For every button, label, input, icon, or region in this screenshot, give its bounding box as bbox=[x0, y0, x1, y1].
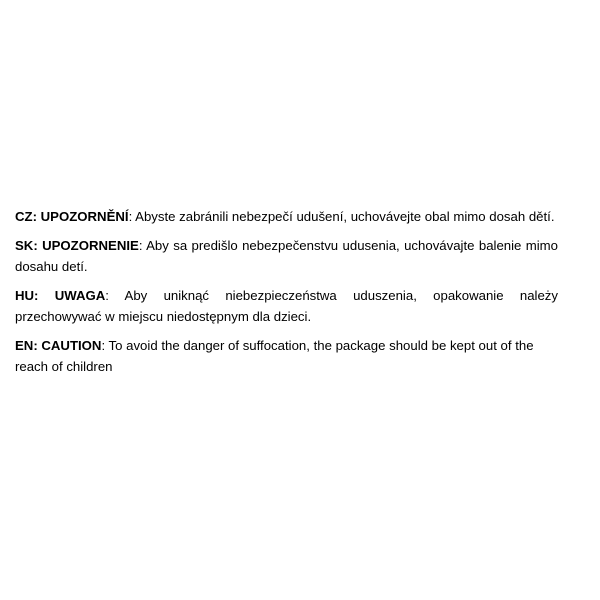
warning-sk bbox=[15, 235, 558, 277]
warning-label-sk: SK: UPOZORNENIE bbox=[15, 238, 139, 253]
warning-label-hu: HU: UWAGA bbox=[15, 288, 106, 303]
warning-label-en: EN: CAUTION bbox=[15, 338, 102, 353]
warning-text-block bbox=[15, 206, 558, 385]
warning-label-cz: CZ: UPOZORNĚNÍ bbox=[15, 209, 129, 224]
warning-text-sk: : Aby sa predišlo nebezpečenstvu udusenia, uchovávajte balenie mimo dosahu detí. bbox=[15, 238, 559, 274]
warning-text-cz: : Abyste zabránili nebezpečí udušení, uchovávejte obal mimo dosah dětí. bbox=[128, 209, 555, 224]
warning-en bbox=[15, 335, 558, 377]
warning-cz bbox=[15, 206, 558, 227]
warning-hu bbox=[15, 285, 558, 327]
warning-text-en: : To avoid the danger of suffocation, the package should be kept out of the reach of children bbox=[15, 338, 534, 374]
warning-text-hu: : Aby uniknąć niebezpieczeństwa uduszenia, opakowanie należy przechowywać w miejscu niedostępnym dla dzieci. bbox=[15, 288, 558, 324]
